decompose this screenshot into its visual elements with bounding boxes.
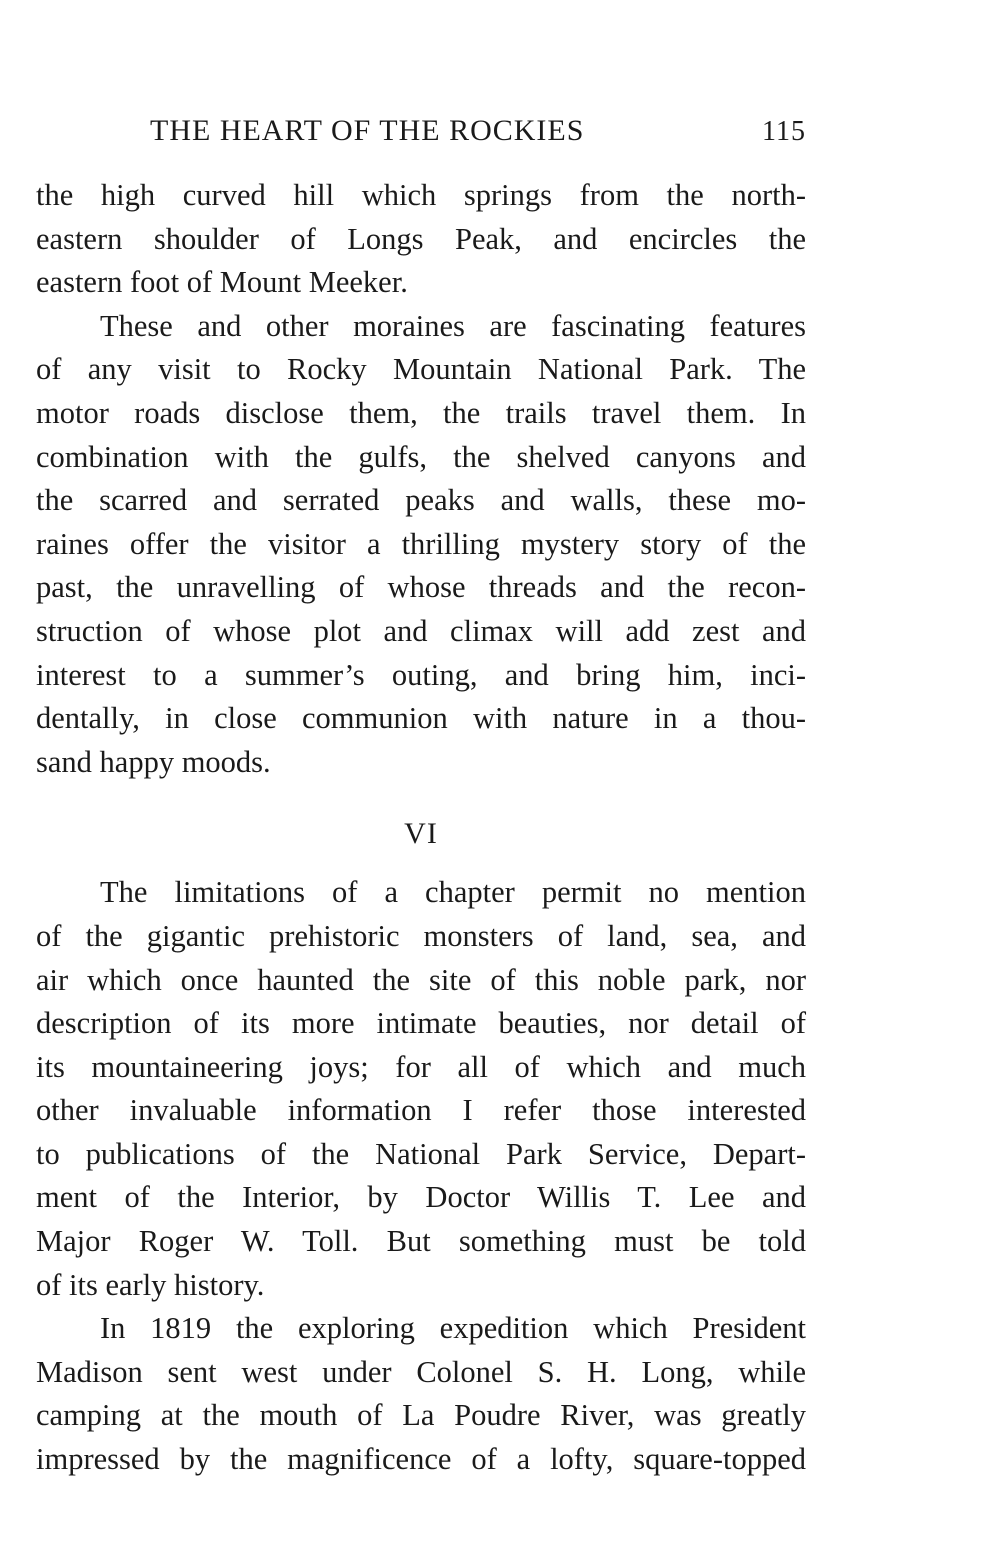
page-number: 115 <box>762 116 806 147</box>
text-line: Major Roger W. Toll. But something must be told <box>36 1224 806 1259</box>
text-line: of the gigantic prehistoric monsters of land, sea, and <box>36 918 806 953</box>
text-line: description of its more intimate beauties, nor detail of <box>36 1006 806 1041</box>
text-line: These and other moraines are fascinating features <box>100 308 806 343</box>
paragraph-limitations <box>36 871 806 1307</box>
section-heading: VI <box>404 817 438 851</box>
text-line: eastern shoulder of Longs Peak, and encircles the <box>36 221 806 256</box>
body-text <box>36 174 806 1482</box>
paragraph-expedition <box>36 1307 806 1481</box>
text-line: dentally, in close communion with nature in a thou- <box>36 701 806 736</box>
text-line: camping at the mouth of La Poudre River, was greatly <box>36 1398 806 1433</box>
text-line: the scarred and serrated peaks and walls, these mo- <box>36 483 806 518</box>
text-line: air which once haunted the site of this noble park, nor <box>36 962 806 997</box>
text-line: raines offer the visitor a thrilling mystery story of the <box>36 526 806 561</box>
text-line: motor roads disclose them, the trails travel them. In <box>36 395 806 430</box>
text-line: sand happy moods. <box>36 744 271 779</box>
text-line: The limitations of a chapter permit no mention <box>100 875 806 910</box>
paragraph-moraines <box>36 305 806 785</box>
text-line: impressed by the magnificence of a lofty, square-topped <box>36 1442 806 1477</box>
text-line: the high curved hill which springs from the north- <box>36 178 806 212</box>
text-line: its mountaineering joys; for all of which and much <box>36 1049 806 1084</box>
text-line: to publications of the National Park Service, Depart- <box>36 1136 806 1171</box>
running-head <box>36 114 806 154</box>
text-line: struction of whose plot and climax will add zest and <box>36 613 806 648</box>
text-line: past, the unravelling of whose threads and the recon- <box>36 570 806 605</box>
text-line: ment of the Interior, by Doctor Willis T. Lee and <box>36 1180 806 1215</box>
text-line: of any visit to Rocky Mountain National Park. The <box>36 352 806 387</box>
text-line: other invaluable information I refer those interested <box>36 1093 806 1128</box>
text-line: Madison sent west under Colonel S. H. Long, while <box>36 1354 806 1389</box>
text-line: of its early history. <box>36 1267 265 1302</box>
paragraph-continued <box>36 174 806 305</box>
text-line: interest to a summer’s outing, and bring him, inci- <box>36 657 806 692</box>
text-line: combination with the gulfs, the shelved canyons and <box>36 439 806 474</box>
text-line: eastern foot of Mount Meeker. <box>36 265 408 300</box>
text-line: In 1819 the exploring expedition which President <box>100 1311 806 1346</box>
running-title: THE HEART OF THE ROCKIES <box>150 114 585 147</box>
